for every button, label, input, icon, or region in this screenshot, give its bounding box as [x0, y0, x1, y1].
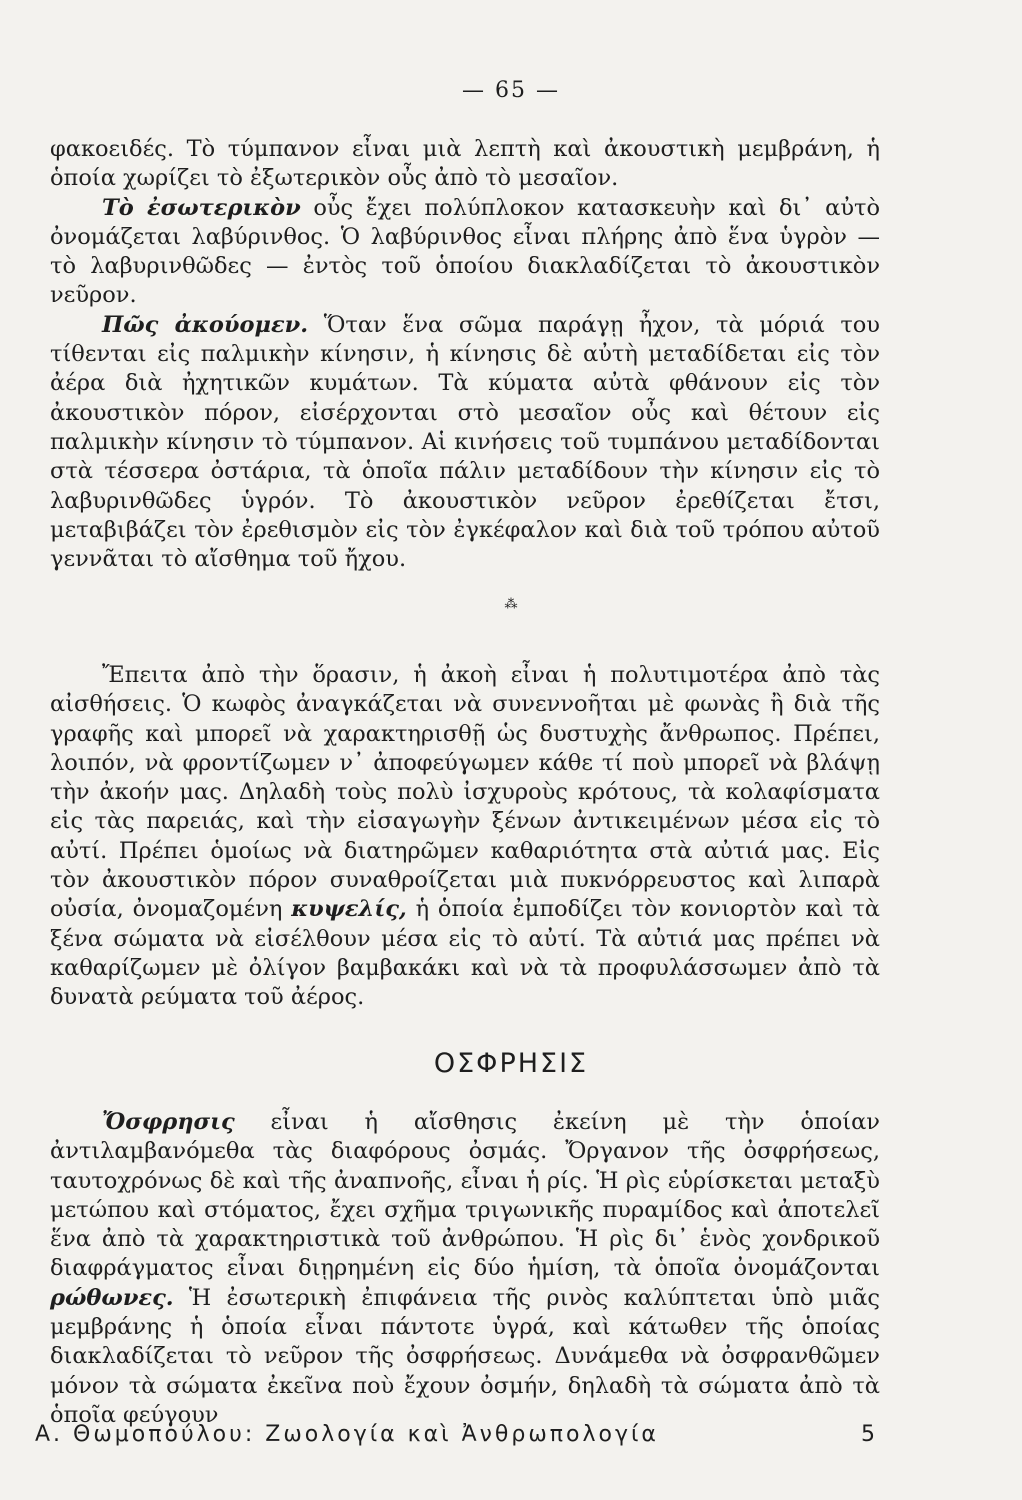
term-smell: Ὄσφρησις: [102, 1109, 235, 1135]
paragraph-hearing-care-text-b: ἡ ὁποία ἐμποδίζει τὸν κονιορτὸν καὶ τὰ ξένα σώματα νὰ εἰσέλθουν μέσα εἰς τὸ αὐτί. Τὰ αὐτιά μας πρέπει νὰ καθαρίζωμεν μὲ ὀλίγον βαμβακάκι καὶ νὰ τὰ προφυλάσσωμεν ἀπὸ τὰ δυνατὰ ρεύματα τοῦ ἀέρος.: [50, 896, 880, 1011]
section-separator: ⁂: [504, 597, 518, 612]
term-how-we-hear: Πῶς ἀκούομεν.: [102, 311, 309, 338]
paragraph-tympanum: φακοειδές. Τὸ τύμπανον εἶναι μιὰ λεπτὴ καὶ ἀκουστικὴ μεμβράνη, ἡ ὁποία χωρίζει τὸ ἐξωτερικὸν οὖς ἀπὸ τὸ μεσαῖον.: [50, 136, 880, 192]
text-section-hearing-care: [50, 661, 880, 1013]
paragraph-how-we-hear: [50, 311, 880, 575]
paragraph-inner-ear-text: οὖς ἔχει πολύπλοκον κατασκευὴν καὶ δι᾽ αὐτὸ ὀνομάζεται λαβύρινθος. Ὁ λαβύρινθος εἶναι πλήρης ἀπὸ ἕνα ὑγρὸν — τὸ λαβυρινθῶδες — ἐντὸς τοῦ ὁποίου διακλαδίζεται τὸ ἀκουστικὸν νεῦρον.: [50, 194, 880, 309]
term-nostrils: ρώθωνες.: [50, 1284, 174, 1311]
paragraph-inner-ear: [50, 194, 880, 311]
paragraph-smell: [50, 1108, 880, 1430]
text-section-ear: [50, 135, 880, 574]
footer-signature-number: 5: [861, 1422, 875, 1447]
page-number: — 65 —: [462, 78, 560, 103]
term-inner-ear: Τὸ ἐσωτερικὸν: [102, 194, 301, 221]
paragraph-hearing-care-text-a: Ἔπειτα ἀπὸ τὴν ὅρασιν, ἡ ἀκοὴ εἶναι ἡ πολυτιμοτέρα ἀπὸ τὰς αἰσθήσεις. Ὁ κωφὸς ἀναγκάζεται νὰ συνεννοῆται μὲ φωνὰς ἢ διὰ τῆς γραφῆς καὶ μπορεῖ νὰ χαρακτηρισθῇ ὡς δυστυχὴς ἄνθρωπος. Πρέπει, λοιπόν, νὰ φροντίζωμεν ν᾽ ἀποφεύγωμεν κάθε τί ποὺ μπορεῖ νὰ βλάψῃ τὴν ἀκοήν μας. Δηλαδὴ τοὺς πολὺ ἰσχυροὺς κρότους, τὰ κολαφίσματα εἰς τὰς παρειάς, καὶ τὴν εἰσαγωγὴν ξένων ἀντικειμένων μέσα εἰς τὸ αὐτί. Πρέπει ὁμοίως νὰ διατηρῶμεν καθαριότητα στὰ αὐτιά μας. Εἰς τὸν ἀκουστικὸν πόρον συναθροίζεται μιὰ πυκνόρρευστος καὶ λιπαρὰ οὐσία, ὀνομαζομένη: [50, 662, 880, 923]
text-section-smell: [50, 1108, 880, 1430]
term-earwax: κυψελίς,: [291, 896, 407, 923]
paragraph-hearing-care: [50, 661, 880, 1013]
paragraph-smell-text-b: Ἡ ἐσωτερικὴ ἐπιφάνεια τῆς ρινὸς καλύπτεται ὑπὸ μιᾶς μεμβράνης ἡ ὁποία εἶναι πάντοτε ὑγρά, καὶ κάτωθεν τῆς ὁποίας διακλαδίζεται τὸ νεῦρον τῆς ὀσφρήσεως. Δυνάμεθα νὰ ὀσφρανθῶμεν μόνον τὰ σώματα ἐκεῖνα ποὺ ἔχουν ὀσμήν, δηλαδὴ τὰ σώματα ἀπὸ τὰ ὁποῖα φεύγουν: [50, 1284, 880, 1428]
footer-book-title: Α. Θωμοπούλου: Ζωολογία καὶ Ἀνθρωπολογία: [35, 1422, 659, 1447]
paragraph-smell-text-a: εἶναι ἡ αἴσθησις ἐκείνη μὲ τὴν ὁποίαν ἀντιλαμβανόμεθα τὰς διαφόρους ὀσμάς. Ὄργανον τῆς ὀσφρήσεως, ταυτοχρόνως δὲ καὶ τῆς ἀναπνοῆς, εἶναι ἡ ρίς. Ἡ ρὶς εὑρίσκεται μεταξὺ μετώπου καὶ στόματος, ἔχει σχῆμα τριγωνικῆς πυραμίδος καὶ ἀποτελεῖ ἕνα ἀπὸ τὰ χαρακτηριστικὰ τοῦ ἀνθρώπου. Ἡ ρὶς δι᾽ ἑνὸς χονδρικοῦ διαφράγματος εἶναι διῃρημένη εἰς δύο ἡμίση, τὰ ὁποῖα ὀνομάζονται: [50, 1109, 880, 1282]
section-heading-smell: ΟΣΦΡΗΣΙΣ: [433, 1048, 589, 1079]
page-footer: [35, 1422, 875, 1447]
paragraph-how-we-hear-text: Ὅταν ἕνα σῶμα παράγῃ ἦχον, τὰ μόριά του τίθενται εἰς παλμικὴν κίνησιν, ἡ κίνησις δὲ αὐτὴ μεταδίδεται εἰς τὸν ἀέρα διὰ ἠχητικῶν κυμάτων. Τὰ κύματα αὐτὰ φθάνουν εἰς τὸν ἀκουστικὸν πόρον, εἰσέρχονται στὸ μεσαῖον οὖς καὶ θέτουν εἰς παλμικὴν κίνησιν τὸ τύμπανον. Αἱ κινήσεις τοῦ τυμπάνου μεταδίδονται στὰ τέσσερα ὀστάρια, τὰ ὁποῖα πάλιν μεταδίδουν τὴν κίνησιν εἰς τὸ λαβυρινθῶδες ὑγρόν. Τὸ ἀκουστικὸν νεῦρον ἐρεθίζεται ἔτσι, μεταβιβάζει τὸν ἐρεθισμὸν εἰς τὸν ἐγκέφαλον καὶ διὰ τοῦ τρόπου αὐτοῦ γεννᾶται τὸ αἴσθημα τοῦ ἤχου.: [50, 311, 880, 573]
